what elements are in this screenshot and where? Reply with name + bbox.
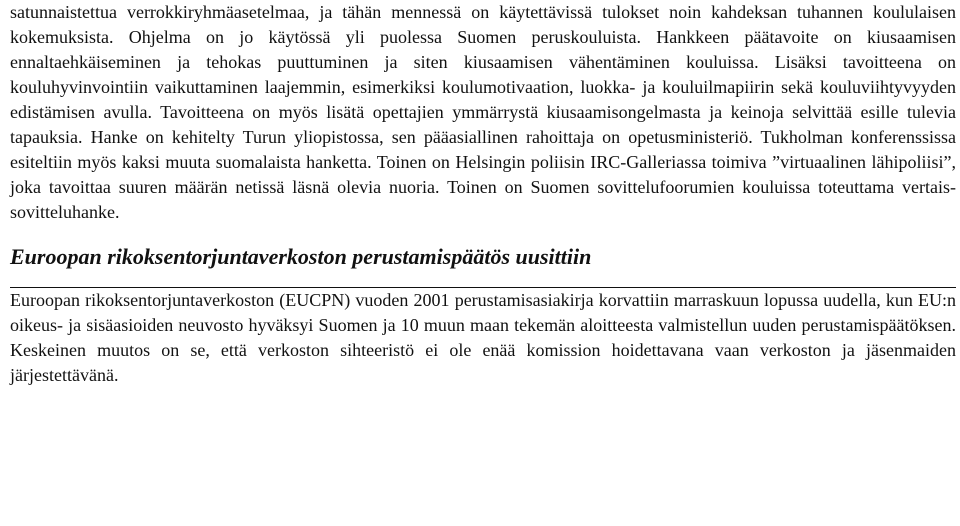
body-paragraph-1: satunnaistettua verrokkiryhmäasetelmaa, ja tähän mennessä on käytettävissä tulokset noin kahdeksan tuhannen koululaisen kokemuksista. Ohjelma on jo käytössä yli puolessa Suomen peruskouluista. Hankkeen päätavoite on kiusaamisen ennaltaehkäiseminen ja tehokas puuttuminen ja siten kiusaamisen vähentäminen kouluissa. Lisäksi tavoitteena on kouluhyvinvointiin vaikuttaminen laajemmin, esimerkiksi koulumotivaation, luokka- ja kouluilmapiirin sekä kouluviihtyvyyden edistämisen avulla. Tavoitteena on myös lisätä opettajien ymmärrystä kiusaamisongelmasta ja keinoja selvittää esille tulevia tapauksia. Hanke on kehitelty Turun yliopistossa, sen pääasiallinen rahoittaja on opetusministeriö. Tukholman konferenssissa esiteltiin myös kaksi muuta suomalaista hanketta. Toinen on Helsingin poliisin IRC-Galleriassa toimiva ”virtuaalinen lähipoliisi”, joka tavoittaa suuren määrän netissä läsnä olevia nuoria. Toinen on Suomen sovittelufoorumien kouluissa toteuttama vertais-sovitteluhanke. xyxy=(10,2,956,222)
section-heading: Euroopan rikoksentorjuntaverkoston perustamispäätös uusittiin xyxy=(10,225,956,288)
body-paragraph-2: Euroopan rikoksentorjuntaverkoston (EUCPN) vuoden 2001 perustamisasiakirja korvattiin marraskuun lopussa uudella, kun EU:n oikeus- ja sisäasioiden neuvosto hyväksyi Suomen ja 10 muun maan tekemän aloitteesta valmistellun uuden perustamispäätöksen. Keskeinen muutos on se, että verkoston sihteeristö ei ole enää komission hoidettavana vaan verkoston ja jäsenmaiden järjestettävänä. xyxy=(10,290,956,385)
document-page xyxy=(10,0,956,388)
